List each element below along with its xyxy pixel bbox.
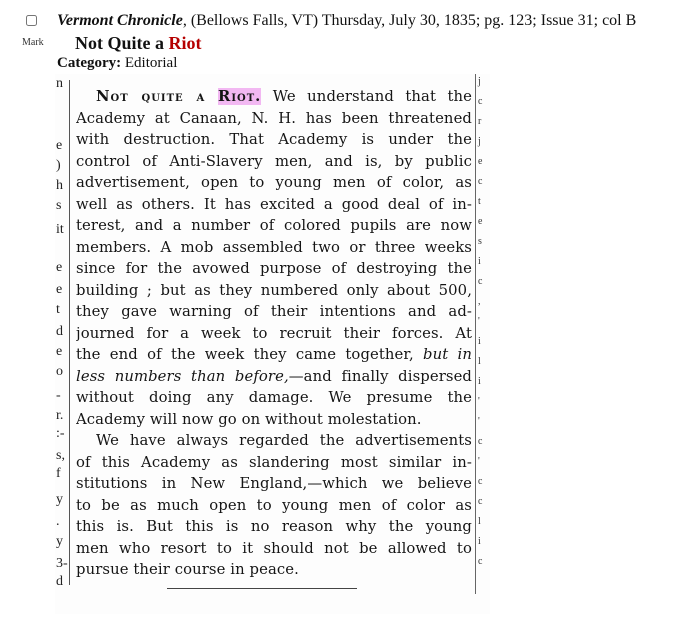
line-text: members. A mob assembled two or three weeks bbox=[76, 238, 472, 256]
category bbox=[57, 55, 177, 72]
article-scan bbox=[55, 74, 490, 614]
article-end-rule bbox=[167, 588, 357, 589]
left-fragment-glyph: e bbox=[56, 344, 63, 359]
article-line bbox=[76, 323, 472, 345]
italic-text: less numbers than before, bbox=[76, 367, 289, 385]
right-fragment-glyph: ' bbox=[478, 316, 480, 327]
category-value: Editorial bbox=[121, 55, 178, 71]
line-text: We have always regarded the advertisements bbox=[96, 432, 472, 449]
left-fragment-glyph: - bbox=[56, 388, 61, 403]
right-fragment-glyph: e bbox=[478, 216, 483, 227]
line-text: since for the avowed purpose of destroying the bbox=[76, 260, 472, 277]
italic-text: but in bbox=[423, 346, 472, 363]
citation-details: , (Bellows Falls, VT) Thursday, July 30, 1835; pg. 123; Issue 31; col B bbox=[182, 12, 637, 29]
right-fragment-glyph: r bbox=[478, 116, 482, 127]
article-column bbox=[76, 86, 472, 581]
article-line bbox=[76, 172, 472, 194]
article-line bbox=[76, 516, 472, 538]
line-text: advertisement, open to young men of color, as bbox=[76, 174, 472, 191]
title-highlight: Riot bbox=[168, 33, 202, 53]
right-fragment-glyph: i bbox=[478, 256, 481, 267]
left-fragment-glyph: t bbox=[56, 302, 60, 317]
highlighted-term: Riot. bbox=[218, 88, 262, 105]
line-text: of this Academy as slandering most similar in- bbox=[76, 453, 472, 471]
right-fragment-glyph: c bbox=[478, 176, 483, 187]
left-fragment-glyph: n bbox=[56, 76, 63, 91]
left-column-fragment bbox=[55, 74, 69, 594]
left-fragment-glyph: f bbox=[56, 466, 61, 481]
citation bbox=[57, 12, 636, 30]
right-fragment-glyph: , bbox=[478, 296, 481, 307]
line-text: to be as much open to young men of color as bbox=[76, 496, 472, 514]
right-fragment-glyph: i bbox=[478, 376, 481, 387]
left-fragment-glyph: d bbox=[56, 574, 63, 589]
left-fragment-glyph: it bbox=[56, 222, 64, 237]
right-fragment-glyph: e bbox=[478, 156, 483, 167]
right-fragment-glyph: l bbox=[478, 516, 481, 527]
line-text: control of Anti-Slavery men, and is, by public bbox=[76, 152, 472, 170]
article-line bbox=[76, 301, 472, 323]
mark-checkbox[interactable] bbox=[26, 15, 37, 26]
left-fragment-glyph: r. bbox=[56, 408, 64, 423]
left-fragment-glyph: o bbox=[56, 364, 63, 379]
left-fragment-glyph: s, bbox=[56, 448, 65, 463]
right-column-fragment bbox=[478, 74, 490, 594]
right-fragment-glyph: c bbox=[478, 276, 483, 287]
left-fragment-glyph: e bbox=[56, 138, 63, 153]
left-fragment-glyph: d bbox=[56, 324, 63, 339]
line-text: journed for a week to recruit their forces. At bbox=[76, 324, 472, 342]
article-line bbox=[76, 129, 472, 151]
line-text: Academy at Canaan, N. H. has been threatened bbox=[76, 109, 472, 127]
category-label: Category: bbox=[57, 55, 122, 71]
line-text: terest, and a number of colored pupils are now bbox=[76, 217, 472, 234]
column-rule-right bbox=[475, 74, 476, 594]
left-fragment-glyph: e bbox=[56, 260, 63, 275]
article-line bbox=[76, 344, 472, 366]
article-line bbox=[76, 387, 472, 409]
right-fragment-glyph: c bbox=[478, 476, 483, 487]
line-text: —and finally dispersed bbox=[288, 367, 472, 385]
title-prefix: Not Quite a bbox=[75, 33, 169, 53]
line-text: Not quite a bbox=[96, 88, 219, 105]
right-fragment-glyph: c bbox=[478, 556, 483, 567]
right-fragment-glyph: ' bbox=[478, 416, 480, 427]
right-fragment-glyph: i bbox=[478, 336, 481, 347]
right-fragment-glyph: t bbox=[478, 196, 481, 207]
right-fragment-glyph: j bbox=[478, 76, 481, 87]
line-text: well as others. It has excited a good deal of in- bbox=[76, 195, 472, 213]
line-text: men who resort to it should not be allowed to bbox=[76, 539, 472, 557]
article-line bbox=[76, 237, 472, 259]
line-text: without doing any damage. We presume the bbox=[76, 389, 472, 406]
right-fragment-glyph: ' bbox=[478, 396, 480, 407]
article-line bbox=[76, 495, 472, 517]
right-fragment-glyph: j bbox=[478, 136, 481, 147]
line-text: this is. But this is no reason why the young bbox=[76, 518, 472, 535]
mark-label: Mark bbox=[22, 37, 44, 48]
left-fragment-glyph: e bbox=[56, 282, 63, 297]
article-line bbox=[76, 452, 472, 474]
article-line bbox=[76, 194, 472, 216]
article-line bbox=[76, 280, 472, 302]
right-fragment-glyph: c bbox=[478, 496, 483, 507]
article-line bbox=[76, 151, 472, 173]
article-line bbox=[76, 430, 472, 452]
article-line bbox=[76, 538, 472, 560]
left-fragment-glyph: . bbox=[56, 514, 60, 529]
line-text: pursue their course in peace. bbox=[76, 561, 299, 578]
article-title[interactable] bbox=[75, 33, 202, 54]
line-text: they gave warning of their intentions and ad- bbox=[76, 303, 472, 320]
record-header bbox=[0, 0, 681, 74]
article-line bbox=[76, 559, 472, 581]
column-rule-left bbox=[69, 80, 70, 585]
publication-name: Vermont Chronicle bbox=[57, 12, 183, 29]
article-line bbox=[76, 86, 472, 108]
right-fragment-glyph: s bbox=[478, 236, 482, 247]
right-fragment-glyph: c bbox=[478, 436, 483, 447]
right-fragment-glyph: i bbox=[478, 536, 481, 547]
line-text: stitutions in New England,—which we believe bbox=[76, 475, 472, 492]
left-fragment-glyph: s bbox=[56, 198, 62, 213]
line-text: the end of the week they came together, bbox=[76, 346, 424, 363]
left-fragment-glyph: y bbox=[56, 534, 63, 549]
article-line bbox=[76, 473, 472, 495]
article-line bbox=[76, 108, 472, 130]
line-text: Academy will now go on without molestation. bbox=[76, 410, 422, 428]
article-line bbox=[76, 215, 472, 237]
right-fragment-glyph: ' bbox=[478, 456, 480, 467]
article-line bbox=[76, 409, 472, 431]
left-fragment-glyph: h bbox=[56, 178, 63, 193]
right-fragment-glyph: c bbox=[478, 96, 483, 107]
left-fragment-glyph: :- bbox=[56, 426, 65, 441]
left-fragment-glyph: y bbox=[56, 492, 63, 507]
right-fragment-glyph: l bbox=[478, 356, 481, 367]
article-line bbox=[76, 366, 472, 388]
line-text: with destruction. That Academy is under the bbox=[76, 131, 472, 148]
left-fragment-glyph: ) bbox=[56, 158, 61, 173]
line-text: building ; but as they numbered only about 500, bbox=[76, 281, 472, 299]
left-fragment-glyph: 3- bbox=[56, 556, 68, 571]
line-text: We understand that the bbox=[261, 88, 472, 105]
article-line bbox=[76, 258, 472, 280]
